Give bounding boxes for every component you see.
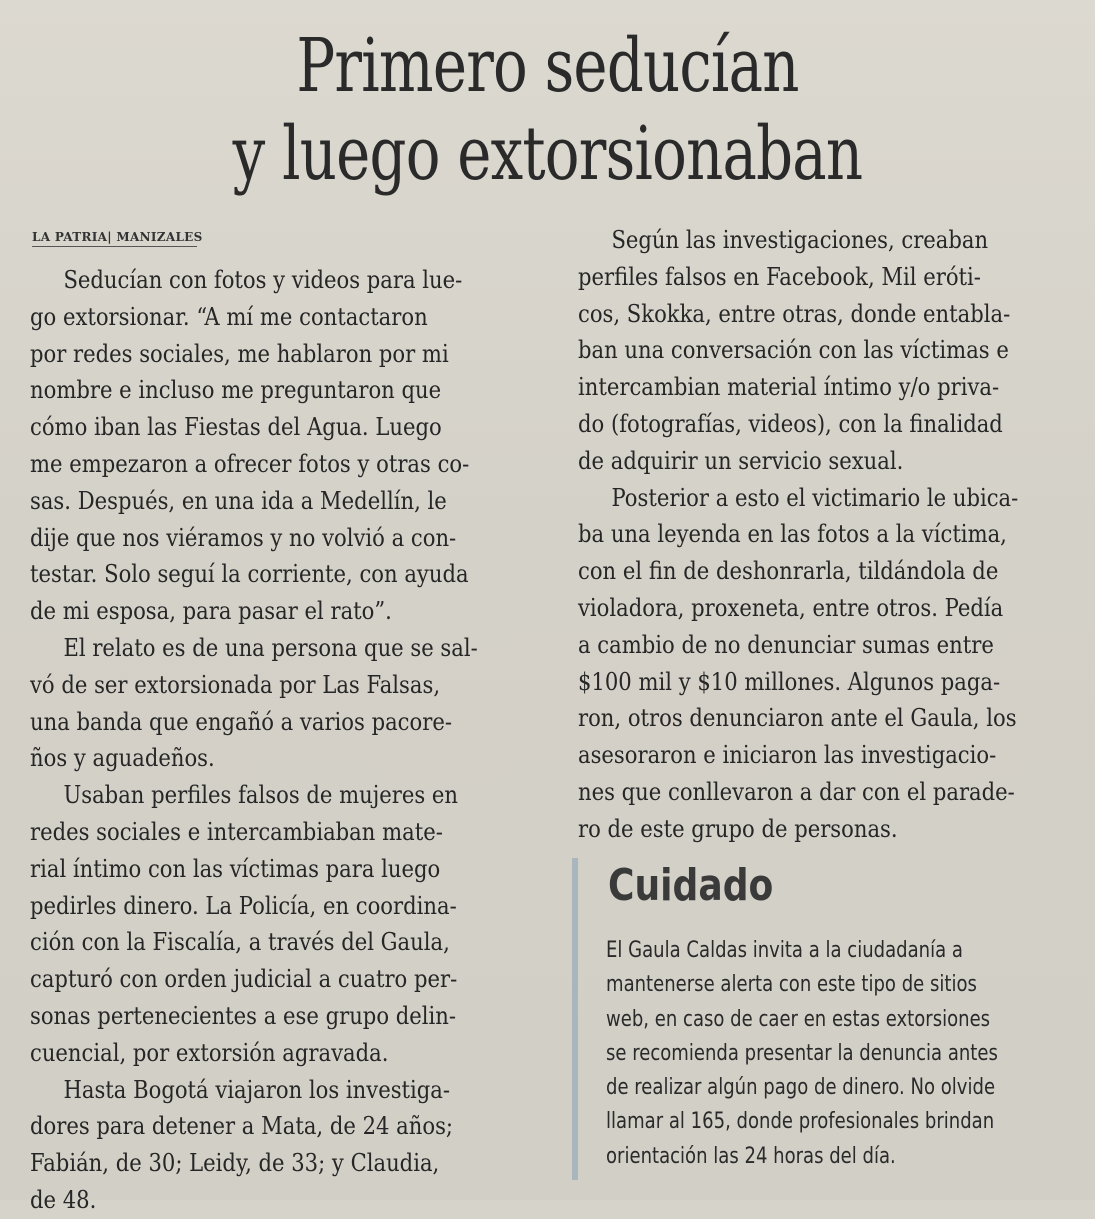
text-line: Usaban perfiles falsos de mujeres en: [63, 781, 459, 810]
text-line: a cambio de no denunciar sumas entre: [578, 630, 994, 659]
article-right-column: [578, 222, 1070, 848]
text-line: con el fin de deshonrarla, tildándola de: [578, 557, 999, 586]
text-line: vó de ser extorsionada por Las Falsas,: [30, 670, 441, 699]
sidebar-line: se recomienda presentar la denuncia antes: [606, 1040, 998, 1066]
text-line: asesoraron e iniciaron las investigacio-: [578, 741, 997, 770]
sidebar-line: web, en caso de caer en estas extorsiones: [606, 1006, 991, 1032]
text-line: ban una conversación con las víctimas e: [578, 336, 1009, 365]
text-line: de 48.: [30, 1185, 97, 1214]
text-line: dores para detener a Mata, de 24 años;: [30, 1112, 454, 1141]
sidebar-line: orientación las 24 horas del día.: [606, 1143, 896, 1169]
text-line: ción con la Fiscalía, a través del Gaula,: [30, 928, 450, 957]
text-line: ños y aguadeños.: [30, 744, 215, 773]
sidebar-title: Cuidado: [608, 860, 774, 911]
text-line: por redes sociales, me hablaron por mi: [30, 339, 449, 368]
sidebar-box-cuidado: [572, 858, 1062, 1180]
sidebar-line: mantenerse alerta con este tipo de sitios: [606, 972, 977, 998]
text-line: violadora, proxeneta, entre otros. Pedía: [578, 593, 1004, 622]
sidebar-line: llamar al 165, donde profesionales brindan: [606, 1109, 995, 1135]
sidebar-line: de realizar algún pago de dinero. No olvide: [606, 1075, 996, 1101]
text-line: ro de este grupo de personas.: [578, 814, 898, 843]
sidebar-line: El Gaula Caldas invita a la ciudadanía a: [606, 938, 963, 963]
text-line: rial íntimo con las víctimas para luego: [30, 854, 441, 883]
headline-line: y luego extorsionaban: [232, 111, 863, 197]
paragraph: [30, 630, 540, 777]
text-line: El relato es de una persona que se sal-: [63, 633, 478, 662]
text-line: me empezaron a ofrecer fotos y otras co-: [30, 449, 470, 478]
text-line: cuencial, por extorsión agravada.: [30, 1038, 389, 1067]
text-line: Fabián, de 30; Leidy, de 33; y Claudia,: [30, 1149, 440, 1178]
text-line: capturó con orden judicial a cuatro per-: [30, 965, 458, 994]
text-line: perfiles falsos en Facebook, Mil eróti-: [578, 262, 981, 291]
text-line: una banda que engañó a varios pacore-: [30, 707, 452, 736]
text-line: Seducían con fotos y videos para lue-: [63, 266, 463, 294]
paragraph: [578, 222, 1070, 480]
headline-line: Primero seducían: [296, 23, 799, 109]
headline: [120, 22, 974, 198]
text-line: pedirles dinero. La Policía, en coordina-: [30, 891, 457, 920]
text-line: dije que nos viéramos y no volvió a con-: [30, 523, 457, 552]
text-line: $100 mil y $10 millones. Algunos paga-: [578, 667, 1001, 696]
text-line: intercambian material íntimo y/o priva-: [578, 373, 1000, 402]
text-line: nombre e incluso me preguntaron que: [30, 376, 442, 405]
text-line: go extorsionar. “A mí me contactaron: [30, 302, 428, 331]
paragraph: [30, 777, 540, 1071]
paragraph: [30, 262, 540, 630]
text-line: Hasta Bogotá viajaron los investiga-: [63, 1075, 451, 1104]
text-line: sas. Después, en una ida a Medellín, le: [30, 486, 447, 515]
byline: LA PATRIA| MANIZALES: [32, 230, 197, 247]
text-line: redes sociales e intercambiaban mate-: [30, 817, 443, 846]
article-left-column: [30, 262, 540, 1219]
text-line: ba una leyenda en las fotos a la víctima,: [578, 520, 1007, 549]
text-line: testar. Solo seguí la corriente, con ayuda: [30, 560, 469, 589]
text-line: nes que conllevaron a dar con el parade-: [578, 777, 1015, 806]
text-line: do (fotografías, videos), con la finalidad: [578, 409, 1003, 438]
text-line: cómo iban las Fiestas del Agua. Luego: [30, 413, 442, 442]
text-line: sonas pertenecientes a ese grupo delin-: [30, 1001, 457, 1030]
sidebar-rule: [572, 858, 578, 1180]
sidebar-body: [606, 934, 1066, 1174]
text-line: Según las investigaciones, creaban: [611, 226, 989, 254]
text-line: de mi esposa, para pasar el rato”.: [30, 597, 392, 626]
paragraph: [30, 1072, 540, 1219]
paragraph: [578, 480, 1070, 848]
text-line: ron, otros denunciaron ante el Gaula, los: [578, 704, 1017, 733]
text-line: cos, Skokka, entre otras, donde entabla-: [578, 299, 1011, 328]
text-line: de adquirir un servicio sexual.: [578, 446, 904, 475]
text-line: Posterior a esto el victimario le ubica-: [611, 483, 1019, 512]
